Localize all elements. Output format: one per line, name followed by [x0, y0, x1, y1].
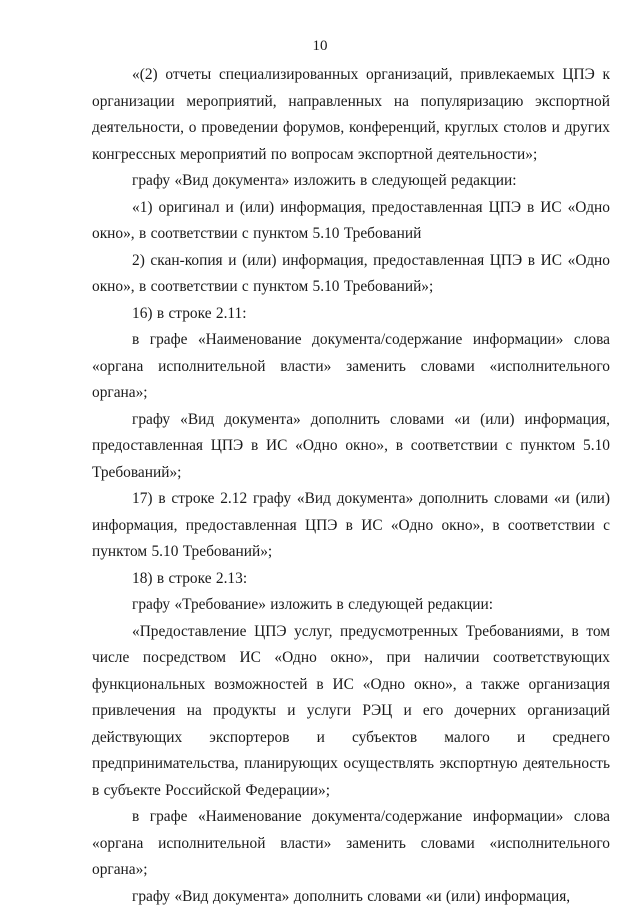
paragraph: 2) скан-копия и (или) информация, предоставленная ЦПЭ в ИС «Одно окно», в соответствии с пунктом 5.10 Требований»; [92, 251, 610, 295]
paragraph: в графе «Наименование документа/содержание информации» слова «органа исполнительной власти» заменить словами «исполнительного органа»; [92, 331, 610, 401]
paragraph: 17) в строке 2.12 графу «Вид документа» дополнить словами «и (или) информация, предоставленная ЦПЭ в ИС «Одно окно», в соответствии с пунктом 5.10 Требований»; [92, 490, 610, 560]
paragraph: «Предоставление ЦПЭ услуг, предусмотренных Требованиями, в том числе посредством ИС «Одно окно», при наличии соответствующих функциональных возможностей в ИС «Одно окно», а также организация привлечения на продукты и услуги РЭЦ и его дочерних организаций действующих экспортеров и субъектов малого и среднего предпринимательства, планирующих осуществлять экспортную деятельность в субъекте Российской Федерации»; [92, 622, 610, 799]
document-body [92, 62, 610, 910]
paragraph: «(2) отчеты специализированных организаций, привлекаемых ЦПЭ к организации мероприятий, направленных на популяризацию экспортной деятельности, о проведении форумов, конференций, круглых столов и других конгрессных мероприятий по вопросам экспортной деятельности»; [92, 66, 610, 163]
paragraph: графу «Вид документа» дополнить словами «и (или) информация, [132, 887, 571, 905]
paragraph: 16) в строке 2.11: [132, 304, 247, 322]
page-number: 10 [312, 38, 328, 54]
paragraph: графу «Вид документа» изложить в следующей редакции: [132, 172, 517, 189]
paragraph: в графе «Наименование документа/содержание информации» слова «органа исполнительной власти» заменить словами «исполнительного органа»; [92, 808, 610, 878]
paragraph: 18) в строке 2.13: [132, 569, 248, 587]
paragraph: графу «Вид документа» дополнить словами «и (или) информация, предоставленная ЦПЭ в ИС «Одно окно», в соответствии с пунктом 5.10 Требований»; [92, 410, 610, 481]
paragraph: графу «Требование» изложить в следующей редакции: [132, 596, 494, 613]
paragraph: «1) оригинал и (или) информация, предоставленная ЦПЭ в ИС «Одно окно», в соответствии с пунктом 5.10 Требований [92, 198, 610, 242]
